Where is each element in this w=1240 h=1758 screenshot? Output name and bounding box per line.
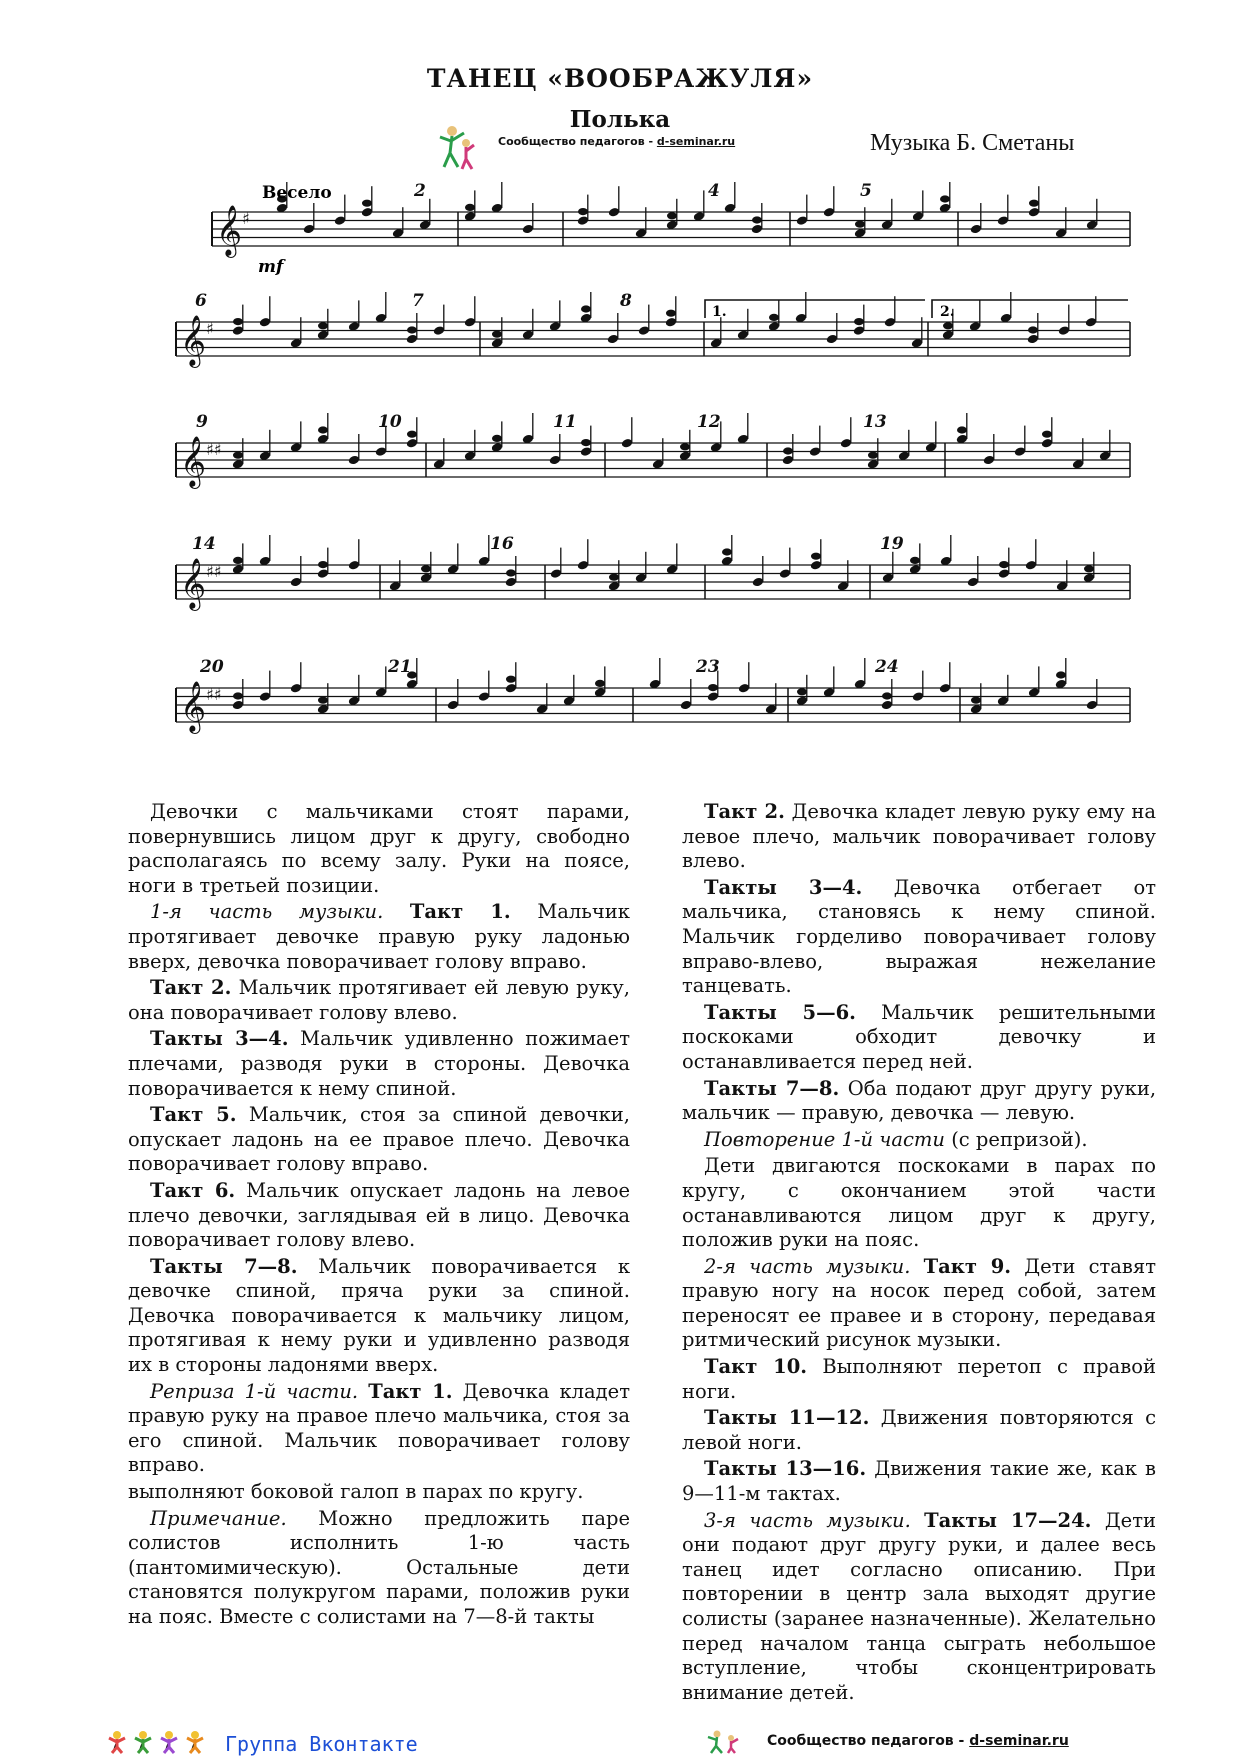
treble-clef-icon: 𝄞	[180, 436, 207, 487]
music-score	[0, 160, 1240, 760]
key-signature: ♯	[242, 209, 250, 228]
note-head	[578, 208, 588, 215]
note-head	[233, 318, 243, 325]
tempo-marking: Весело	[262, 183, 332, 203]
measure-number: 4	[708, 181, 720, 201]
note-head	[492, 331, 502, 338]
key-signature: ♯♯	[206, 685, 222, 704]
note-head	[595, 680, 605, 687]
measure-number: 10	[378, 412, 402, 432]
community-prefix: Сообщество педагогов -	[767, 1733, 970, 1749]
paragraph: 1-я часть музыки. Такт 1. Мальчик протягивает девочке правую руку ладонью вверх, девочка поворачивает голову вправо.	[128, 900, 630, 973]
note-head	[783, 447, 793, 454]
note-head	[708, 684, 718, 691]
note-head	[233, 557, 243, 564]
measure-numbers	[192, 181, 904, 677]
measure-number: 11	[553, 412, 577, 432]
note-head	[421, 565, 431, 572]
paragraph: Такт 2. Мальчик протягивает ей левую руку, она поворачивает голову влево.	[128, 976, 630, 1024]
note-head	[666, 310, 676, 317]
composer-credit: Музыка Б. Сметаны	[870, 130, 1075, 156]
paragraph: Такты 7—8. Мальчик поворачивается к девочке спиной, пряча руки за спиной. Девочка поворачивается к мальчику лицом, протягивая к нему руки и удивленно разводя их в стороны ладонями вверх.	[128, 1254, 631, 1377]
measure-number: 8	[620, 291, 632, 311]
note-head	[609, 574, 619, 581]
note-head	[318, 426, 328, 433]
measure-number: 6	[195, 291, 207, 311]
note-head	[233, 692, 243, 699]
note-head	[318, 322, 328, 329]
note-head	[971, 697, 981, 704]
measure-number: 7	[412, 291, 424, 311]
paragraph: Такт 2. Девочка кладет левую руку ему на левое плечо, мальчик поворачивает голову влево.	[682, 800, 1156, 873]
dynamic-marking: mf	[258, 257, 284, 277]
note-head	[910, 557, 920, 564]
measure-number: 23	[696, 657, 720, 677]
note-head	[752, 216, 762, 223]
paragraph: Примечание. Можно предложить паре солистов исполнить 1-ю часть (пантомимическую). Остальные дети становятся полукругом парами, положив руки на пояс. Вместе с солистами на 7—8-й такты	[128, 1506, 630, 1628]
note-head	[233, 452, 243, 459]
paragraph: выполняют боковой галоп в парах по кругу.	[128, 1480, 584, 1504]
paragraph: Такт 10. Выполняют перетоп с правой ноги.	[682, 1355, 1156, 1403]
note-head	[506, 676, 516, 683]
note-head	[667, 212, 677, 219]
paragraph: Такты 11—12. Движения повторяются с левой ноги.	[682, 1406, 1156, 1454]
staff-lines	[176, 205, 1130, 734]
note-head	[999, 561, 1009, 568]
note-head	[465, 204, 475, 211]
watermark-top[interactable]	[498, 135, 735, 148]
paragraph: Девочки с мальчиками стоят парами, повернувшись лицом друг к другу, свободно располагаясь по всему залу. Руки на поясе, ноги в третьей позиции.	[128, 800, 630, 897]
measure-number: 2	[414, 181, 426, 201]
paragraph: Дети двигаются поскоками в парах по кругу, с окончанием этой части останавливаются лицом друг к другу, положив руки на пояс.	[682, 1154, 1156, 1252]
paragraph: Такты 3—4. Девочка отбегает от мальчика, становясь к нему спиной. Мальчик горделиво поворачивает голову вправо-влево, выражая нежелание танцевать.	[682, 875, 1156, 998]
treble-clef-icon: 𝄞	[180, 681, 207, 732]
measure-number: 20	[200, 657, 224, 677]
treble-clef-icon: 𝄞	[180, 315, 207, 366]
measure-number: 13	[863, 412, 887, 432]
note-head	[318, 561, 328, 568]
measure-number: 5	[860, 181, 872, 201]
note-head	[407, 326, 417, 333]
paragraph: Такты 13—16. Движения такие же, как в 9—11-м тактах.	[682, 1457, 1156, 1506]
paragraph: Повторение 1-й части (с репризой).	[704, 1127, 1088, 1151]
community-link[interactable]: d-seminar.ru	[969, 1733, 1069, 1749]
note-head	[407, 431, 417, 438]
note-head	[1056, 671, 1066, 678]
note-head	[492, 435, 502, 442]
key-signature: ♯♯	[206, 440, 222, 459]
vk-group-label[interactable]: Группа Вконтакте	[225, 1732, 418, 1756]
note-head	[506, 569, 516, 576]
note-head	[1084, 565, 1094, 572]
note-head	[1028, 326, 1038, 333]
volta-bracket	[932, 300, 1128, 318]
note-head	[680, 443, 690, 450]
note-head	[854, 318, 864, 325]
paragraph: Реприза 1-й части. Такт 1. Девочка кладет правую руку на правое плечо мальчика, стоя за его спиной. Мальчик поворачивает голову вправо.	[128, 1379, 630, 1477]
note-head	[855, 221, 865, 228]
note-head	[868, 452, 878, 459]
measure-number: 12	[697, 412, 721, 432]
note-head	[811, 553, 821, 560]
measure-number: 19	[880, 534, 904, 554]
note-head	[1042, 431, 1052, 438]
paragraph: Такты 7—8. Оба подают друг другу руки, мальчик — правую, девочка — левую.	[682, 1076, 1157, 1125]
note-head	[581, 439, 591, 446]
paragraph: Такты 3—4. Мальчик удивленно пожимает плечами, разводя руки в стороны. Девочка поворачивается к нему спиной.	[128, 1027, 631, 1100]
note-head	[957, 426, 967, 433]
paragraph: Такт 6. Мальчик опускает ладонь на левое плечо девочки, заглядывая ей в лицо. Девочка поворачивает голову влево.	[128, 1178, 630, 1252]
paragraph: 2-я часть музыки. Такт 9. Дети ставят правую ногу на носок перед собой, затем переносят ее правее и в сторону, передавая ритмический рисунок музыки.	[682, 1254, 1157, 1352]
text-column-left	[128, 800, 630, 1632]
measure-number: 9	[196, 412, 208, 432]
paragraph: 3-я часть музыки. Такты 17—24. Дети они подают друг другу руки, и далее весь танец идет согласно описанию. При повторении в центр зала выходят другие солисты (заранее назначенные). Желательно перед началом танца сыграть небольшое вступление, чтобы сконцентрировать внимание детей.	[682, 1508, 1156, 1704]
paragraph: Такт 5. Мальчик, стоя за спиной девочки, опускает ладонь на ее правое плечо. Девочка поворачивает голову вправо.	[128, 1103, 630, 1176]
volta-1-label: 1.	[712, 304, 727, 320]
volta-2-label: 2.	[940, 304, 955, 320]
note-head	[722, 548, 732, 555]
measure-number: 21	[388, 657, 412, 677]
key-signature: ♯♯	[206, 562, 222, 581]
note-head	[318, 697, 328, 704]
dancing-kids-logo-icon	[705, 1730, 745, 1754]
note-head	[940, 195, 950, 202]
note-head	[1029, 200, 1039, 207]
measure-number: 16	[490, 534, 514, 554]
kids-group-icon	[105, 1730, 215, 1754]
note-head	[769, 314, 779, 321]
volta-bracket	[705, 300, 925, 318]
note-head	[797, 688, 807, 695]
watermark-link[interactable]: d-seminar.ru	[656, 135, 736, 148]
note-head	[943, 322, 953, 329]
vk-group-link[interactable]	[105, 1730, 418, 1758]
measure-number: 24	[875, 657, 899, 677]
note-head	[882, 692, 892, 699]
community-footer[interactable]	[705, 1730, 1069, 1758]
watermark-prefix: Сообщество педагогов -	[498, 135, 657, 148]
treble-clef-icon: 𝄞	[216, 205, 243, 256]
page-title: ТАНЕЦ «ВООБРАЖУЛЯ»	[426, 64, 814, 93]
note-head	[362, 200, 372, 207]
treble-clef-icon: 𝄞	[180, 558, 207, 609]
measure-number: 14	[192, 534, 216, 554]
text-column-right	[682, 800, 1156, 1707]
score-notes	[232, 182, 1128, 715]
key-signature: ♯	[206, 319, 214, 338]
note-head	[581, 305, 591, 312]
paragraph: Такты 5—6. Мальчик решительными поскоками обходит девочку и останавливается перед ней.	[682, 1000, 1156, 1073]
page-subtitle: Полька	[569, 106, 671, 133]
